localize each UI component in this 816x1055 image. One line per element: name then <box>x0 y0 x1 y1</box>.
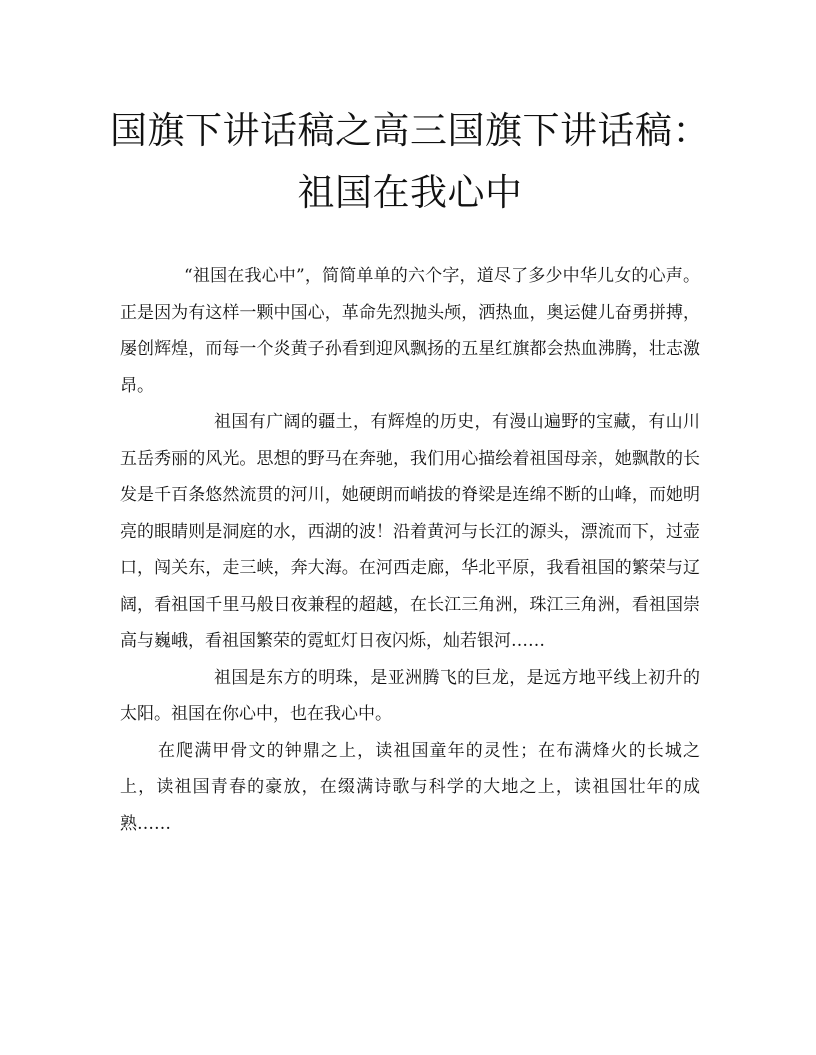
document-body <box>120 258 700 842</box>
paragraph-2: 祖国有广阔的疆土，有辉煌的历史，有漫山遍野的宝藏，有山川五岳秀丽的风光。思想的野马在奔驰，我们用心描绘着祖国母亲，她飘散的长发是千百条悠然流贯的河川，她硬朗而峭拔的脊梁是连绵不断的山峰，而她明亮的眼睛则是洞庭的水，西湖的波！沿着黄河与长江的源头，漂流而下，过壶口，闯关东，走三峡，奔大海。在河西走廊，华北平原，我看祖国的繁荣与辽阔，看祖国千里马般日夜兼程的超越，在长江三角洲，珠江三角洲，看祖国崇高与巍峨，看祖国繁荣的霓虹灯日夜闪烁，灿若银河…… <box>120 412 700 651</box>
document-title: 国旗下讲话稿之高三国旗下讲话稿：祖国在我心中 <box>110 109 710 214</box>
paragraph-4: 在爬满甲骨文的钟鼎之上，读祖国童年的灵性；在布满烽火的长城之上，读祖国青春的豪放，在缀满诗歌与科学的大地之上，读祖国壮年的成熟…… <box>120 740 700 834</box>
paragraph-1: “祖国在我心中”，简简单单的六个字，道尽了多少中华儿女的心声。正是因为有这样一颗中国心，革命先烈抛头颅，洒热血，奥运健儿奋勇拼搏，屡创辉煌，而每一个炎黄子孙看到迎风飘扬的五星红旗都会热血沸腾，壮志激昂。 <box>120 266 700 396</box>
paragraph-3: 祖国是东方的明珠，是亚洲腾飞的巨龙，是远方地平线上初升的太阳。祖国在你心中，也在我心中。 <box>120 667 700 724</box>
